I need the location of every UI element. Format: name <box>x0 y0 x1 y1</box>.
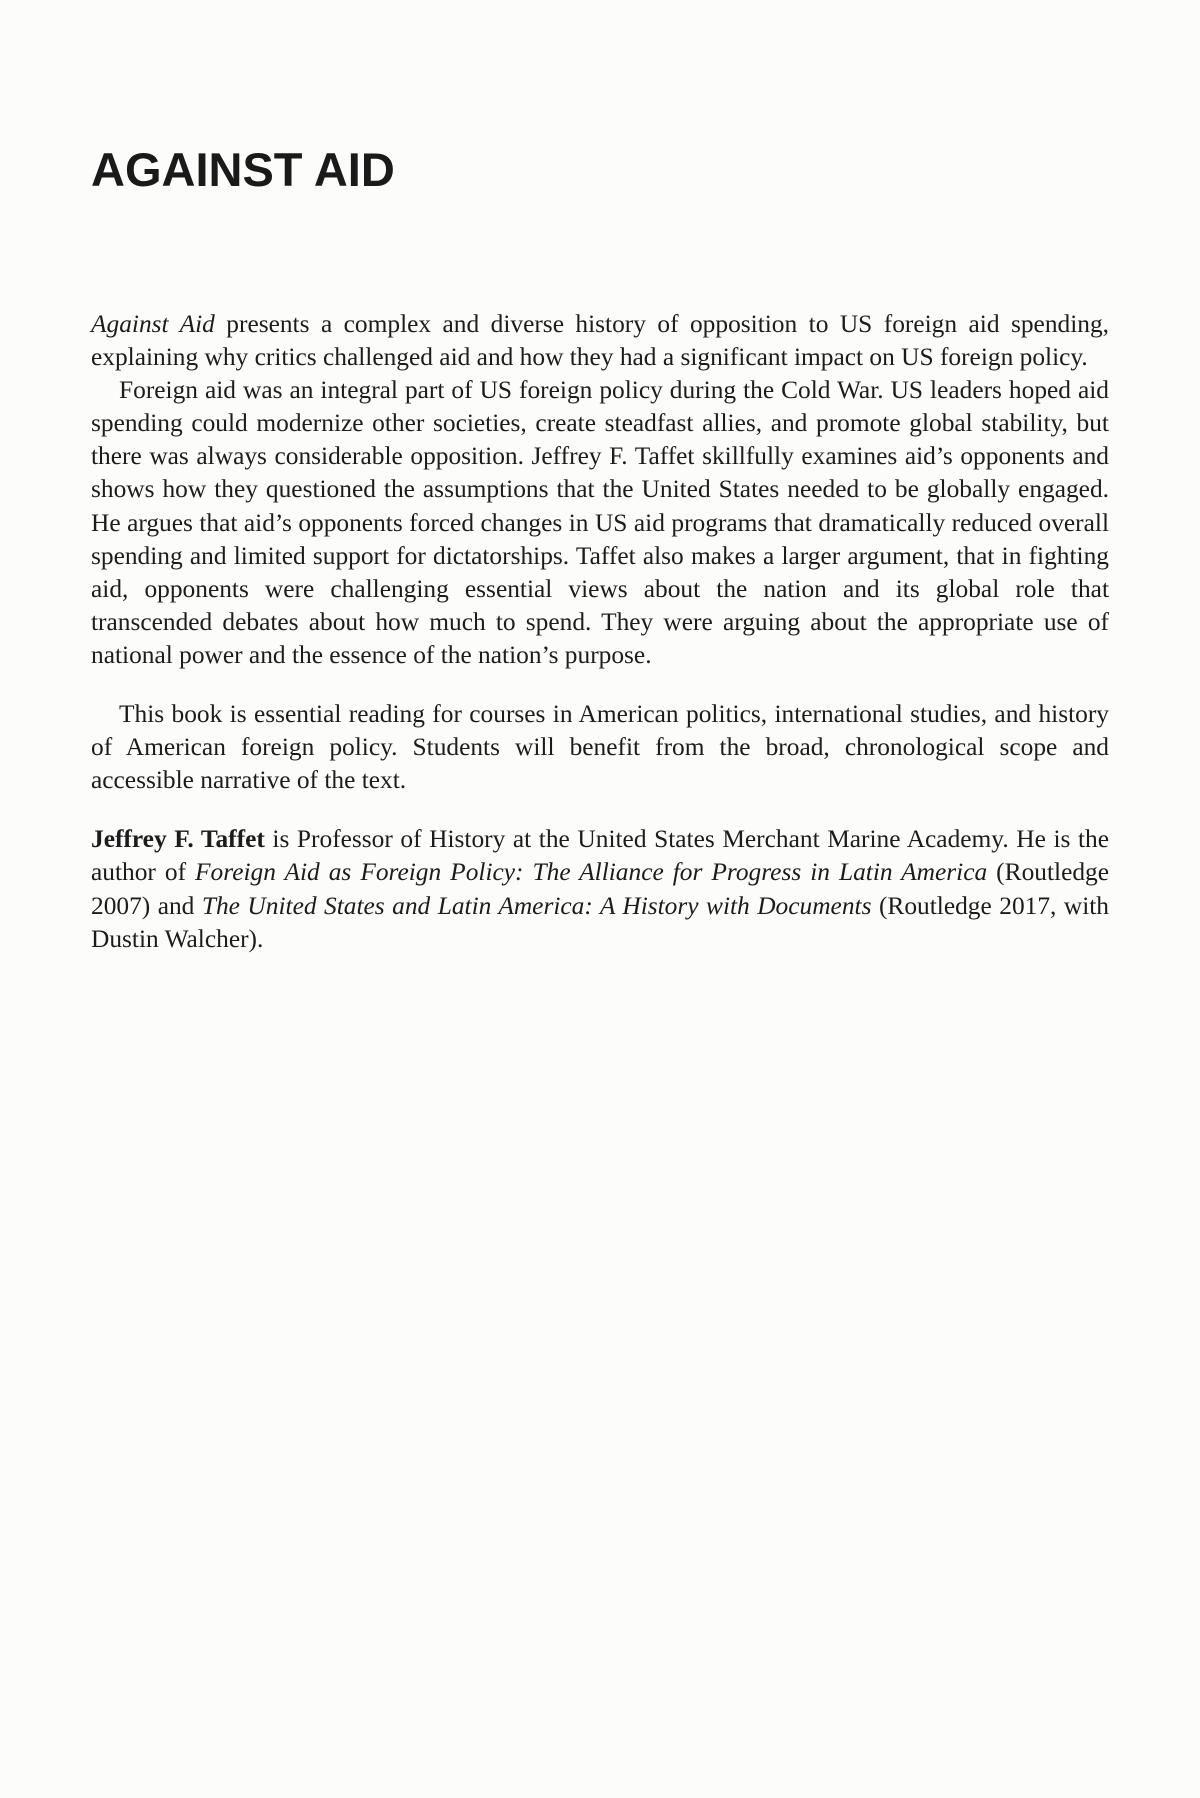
author-bio-text-2: (Routledge 2007) and <box>91 858 1110 920</box>
author-name: Jeffrey F. Taffet <box>91 825 265 854</box>
summary-paragraph: Foreign aid was an integral part of US foreign policy during the Cold War. US leaders hoped aid spending could modernize other societies, create steadfast allies, and promote global stability, but there was always considerable opposition. Jeffrey F. Taffet skillfully examines aid’s opponents and shows how they questioned the assumptions that the United States needed to be globally engaged. He argues that aid’s opponents forced changes in US aid programs that dramatically reduced overall spending and limited support for dictatorships. Taffet also makes a larger argument, that in fighting aid, opponents were challenging essential views about the nation and its global role that transcended debates about how much to spend. They were arguing about the appropriate use of national power and the essence of the nation’s purpose. <box>91 376 1109 669</box>
audience-paragraph: This book is essential reading for courses in American politics, international studies, and history of American foreign policy. Students will benefit from the broad, chronological scope and accessible narrative of the text. <box>91 700 1109 795</box>
author-bio-text-1: is Professor of History at the United States Merchant Marine Academy. He is the author of <box>91 825 1109 887</box>
author-bio-paragraph <box>91 823 1109 955</box>
author-bio-text-3: (Routledge 2017, with Dustin Walcher). <box>91 891 1109 953</box>
page-title: AGAINST AID <box>91 143 395 196</box>
author-book-1: Foreign Aid as Foreign Policy: The Alliance for Progress in Latin America <box>195 858 988 887</box>
book-title-italic: Against Aid <box>91 310 215 338</box>
author-book-2: The United States and Latin America: A History with Documents <box>201 891 872 920</box>
intro-paragraph-text: presents a complex and diverse history of opposition to US foreign aid spending, explaining why critics challenged aid and how they had a significant impact on US foreign policy. <box>91 310 1110 372</box>
book-description <box>91 308 1109 956</box>
intro-paragraph <box>91 308 1109 374</box>
